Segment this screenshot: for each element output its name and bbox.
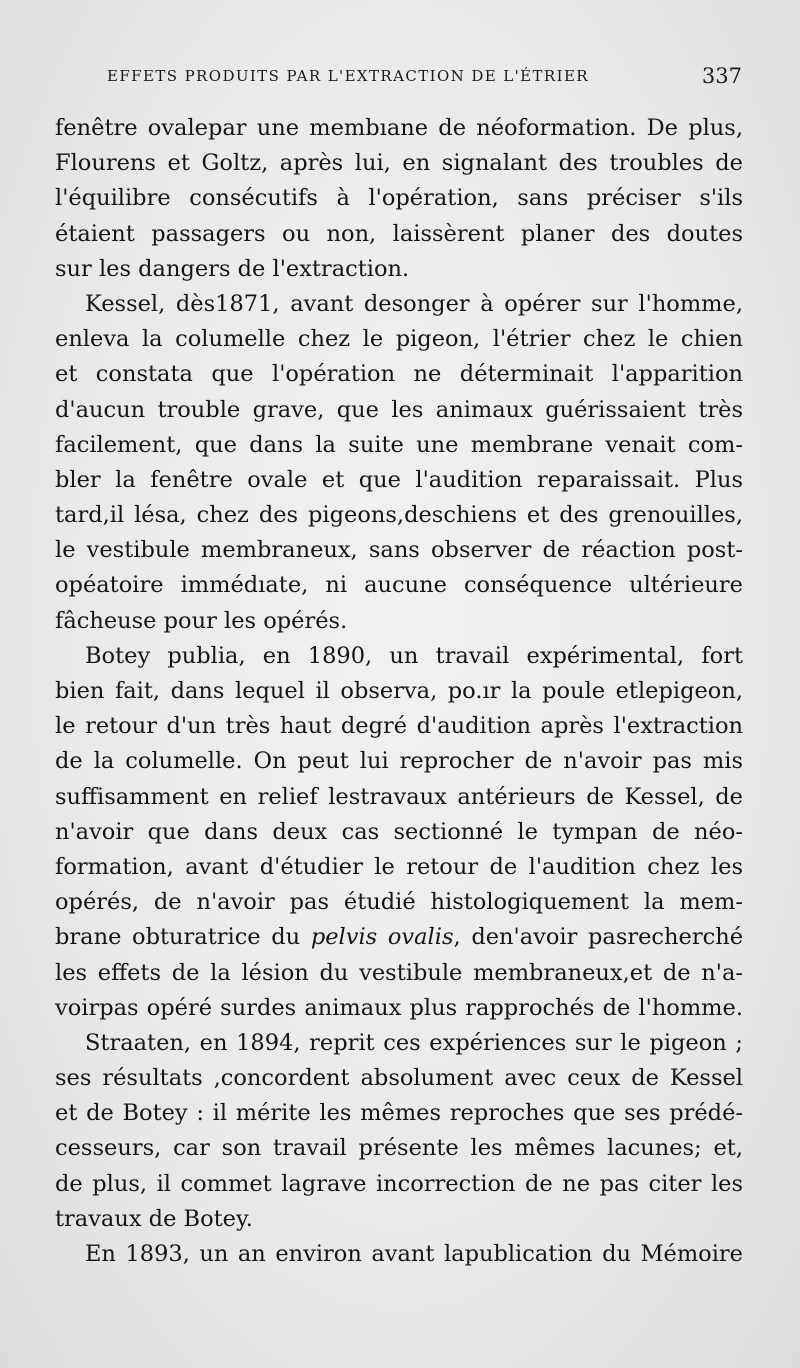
body-text [55,111,743,1272]
text-line-content: de la columelle. On peut lui reprocher de n'avoir pas mis [55,748,743,775]
text-line [55,217,743,252]
text-line-content: d'aucun trouble grave, que les animaux guérissaient très [55,396,743,423]
text-line [55,146,743,181]
text-line-content: opérés, de n'avoir pas étudié histologiquement la mem- [55,889,743,916]
text-line-content: opéatoire immédıate, ni aucune conséquence ultérieure [55,572,743,599]
text-line [55,1202,743,1237]
text-line-continuation: , den'avoir pasrecherché [453,924,744,951]
text-line [55,1061,743,1096]
italic-term: pelvis ovalis [310,924,454,951]
text-line [55,533,743,568]
text-line-content: le vestibule membraneux, sans observer de réaction post- [55,537,743,564]
text-line-content: Kessel, dès1871, avant desonger à opérer sur l'homme, [85,290,743,317]
text-line [55,393,743,428]
text-line-content: les effets de la lésion du vestibule membraneux,et de n'a- [55,959,743,986]
text-line-content: brane obturatrice du [55,924,301,951]
text-line [55,498,743,533]
text-line-content: Flourens et Goltz, après lui, en signalant des troubles de [55,150,743,177]
text-line-content: formation, avant d'étudier le retour de l'audition chez les [55,853,743,880]
text-line-content: bien fait, dans lequel il observa, po.ır la poule etlepigeon, [55,678,743,704]
text-line-content: Straaten, en 1894, reprit ces expériences sur le pigeon ; [85,1029,743,1056]
text-line [55,639,743,674]
text-line-content: et de Botey : il mérite les mêmes reproches que ses prédé- [55,1100,743,1127]
text-line-content: sur les dangers de l'extraction. [55,255,410,282]
text-line [55,568,743,603]
text-line-content: étaient passagers ou non, laissèrent planer des doutes [55,220,743,247]
text-line [55,744,743,779]
text-line-content: Botey publia, en 1890, un travail expérimental, fort [85,642,743,669]
text-line-content: bler la fenêtre ovale et que l'audition reparaissait. Plus [55,466,743,493]
text-line [55,850,743,885]
text-line [55,287,743,322]
text-line-content: facilement, que dans la suite une membrane venait com- [55,431,743,458]
text-line [55,780,743,815]
text-line-content: En 1893, un an environ avant lapublication du Mémoire [85,1241,743,1267]
text-line [55,674,743,709]
text-line-content: cesseurs, car son travail présente les mêmes lacunes; et, [55,1135,743,1162]
text-line [55,1131,743,1166]
page-header [107,62,742,90]
text-line-content: voirpas opéré surdes animaux plus rapprochés de l'homme. [55,994,743,1021]
running-title: EFFETS PRODUITS PAR L'EXTRACTION DE L'ÉTRIER [107,67,589,85]
text-line [55,322,743,357]
text-line [55,181,743,216]
text-line-content: enleva la columelle chez le pigeon, l'étrier chez le chien [55,326,743,353]
text-line-content: travaux de Botey. [55,1205,253,1232]
text-line-content: fenêtre ovalepar une membıane de néoformation. De plus, [55,115,743,141]
text-line [55,956,743,991]
text-line-content: fâcheuse pour les opérés. [55,607,348,634]
text-line-content: suffisamment en relief lestravaux antérieurs de Kessel, de [55,783,743,810]
text-line-content: et constata que l'opération ne déterminait l'apparition [55,361,743,388]
text-line [55,604,743,639]
text-line-content: l'équilibre consécutifs à l'opération, sans préciser s'ils [55,185,743,212]
text-line [55,1026,743,1061]
text-line-content: ses résultats ,concordent absolument avec ceux de Kessel [55,1065,743,1092]
text-line [55,885,743,920]
text-line [55,1167,743,1202]
text-line [55,991,743,1026]
page-number: 337 [701,64,742,88]
text-line [55,111,743,146]
text-line [55,252,743,287]
text-line [55,920,743,955]
text-line-content: de plus, il commet lagrave incorrection de ne pas citer les [55,1170,743,1197]
text-line-content: le retour d'un très haut degré d'audition après l'extraction [55,713,743,740]
text-line [55,428,743,463]
text-line [55,709,743,744]
text-line [55,357,743,392]
text-line [55,463,743,498]
text-line-content: tard,il lésa, chez des pigeons,deschiens et des grenouilles, [55,502,743,529]
text-line [55,1237,743,1272]
text-line-content: n'avoir que dans deux cas sectionné le tympan de néo- [55,818,743,845]
text-line [55,1096,743,1131]
text-line [55,815,743,850]
